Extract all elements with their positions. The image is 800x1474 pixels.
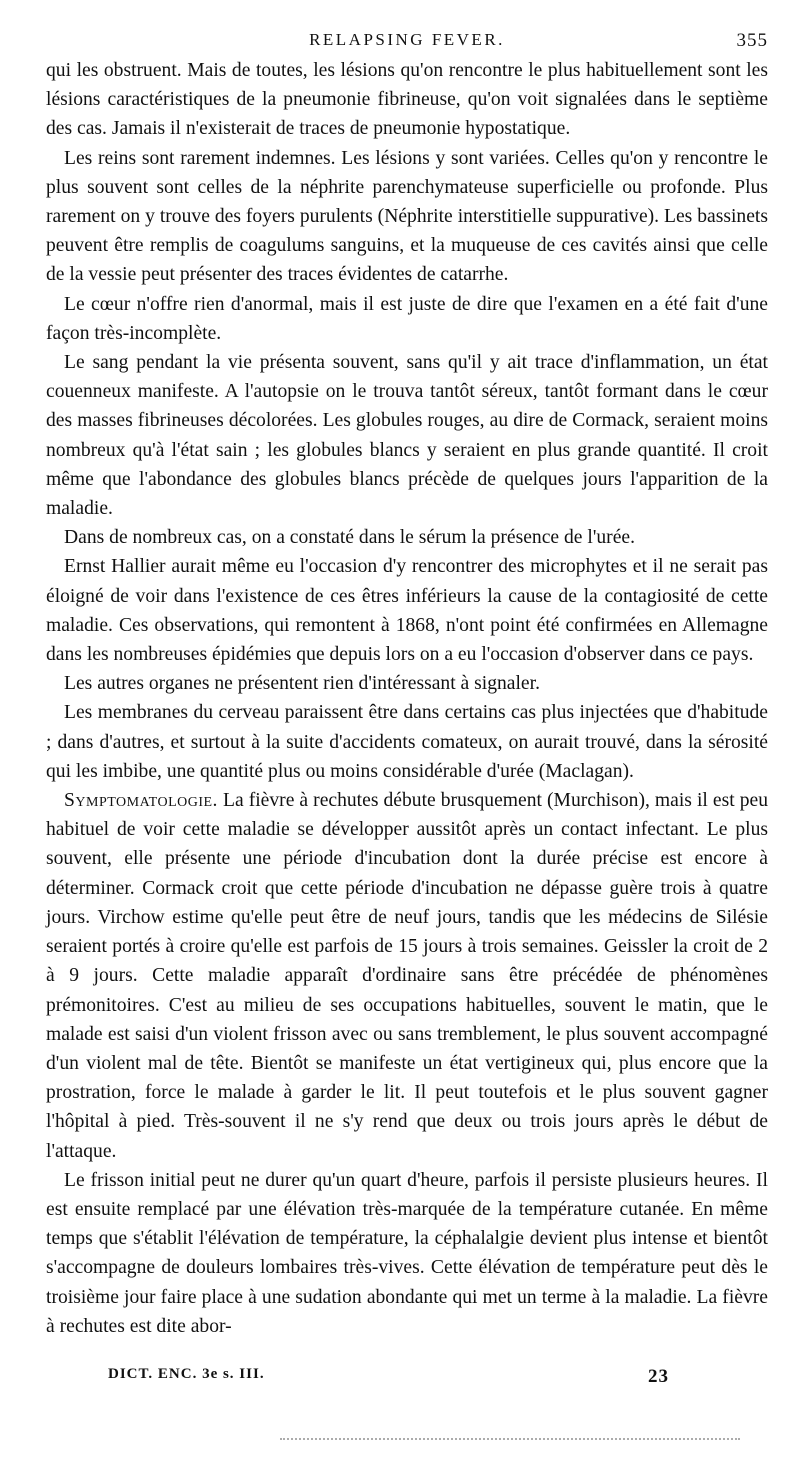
- paragraph-kidneys: Les reins sont rarement indemnes. Les lésions y sont variées. Celles qu'on y rencontre le plus souvent sont celles de la néphrite parenchymateuse superficielle ou profonde. Plus rarement on y trouve des foyers purulents (Néphrite interstitielle suppurative). Les bassinets peuvent être remplis de coagulums sanguins, et la muqueuse de ces cavités ainsi que celle de la vessie peut présenter des traces évidentes de catarrhe.: [46, 147, 768, 286]
- symptomatology-text: La fièvre à rechutes débute brusquement (Murchison), mais il est peu habituel de voir cette maladie se développer aussitôt après un contact infectant. Le plus souvent, elle présente une période d'incubation dont la durée précise est encore à déterminer. Cormack croit que cette période d'incubation ne dépasse guère trois à quatre jours. Virchow estime qu'elle peut être de neuf jours, tandis que les médecins de Silésie seraient portés à croire qu'elle est parfois de 15 jours à trois semaines. Geissler la croit de 2 à 9 jours. Cette maladie apparaît d'ordinaire sans être précédée de phénomènes prémonitoires. C'est au milieu de ses occupations habituelles, souvent le matin, que le malade est saisi d'un violent frisson avec ou sans tremblement, le plus souvent accompagné d'un violent mal de tête. Bientôt se manifeste un état vertigineux qui, plus encore que la prostration, force le malade à garder le lit. Il peut toutefois et le plus souvent gagner l'hôpital à pied. Très-souvent il ne s'y rend que deux ou trois jours après le début de l'attaque.: [46, 790, 768, 1162]
- page-number: 355: [736, 30, 768, 51]
- paragraph-initial-chill: Le frisson initial peut ne durer qu'un quart d'heure, parfois il persiste plusieurs heures. Il est ensuite remplacé par une élévation très-marquée de la température cutanée. En même temps que s'établit l'élévation de température, la céphalalgie devient plus intense et bientôt s'accompagne de douleurs lombaires très-vives. Cette élévation de température peut dès le troisième jour faire place à une sudation abondante qui met un terme à la maladie. La fièvre à rechutes est dite abor-: [46, 1169, 768, 1337]
- paragraph-continuation: qui les obstruent. Mais de toutes, les lésions qu'on rencontre le plus habituellement sont les lésions caractéristiques de la pneumonie fibrineuse, qu'on voit signalées dans le septième des cas. Jamais il n'existerait de traces de pneumonie hypostatique.: [46, 60, 768, 140]
- sheet-number: 23: [648, 1366, 669, 1387]
- paragraph-hallier: Ernst Hallier aurait même eu l'occasion d'y rencontrer des microphytes et il ne serait pas éloigné de voir dans l'existence de ces êtres inférieurs la cause de la contagiosité de cette maladie. Ces observations, qui remontent à 1868, n'ont point été confirmées en Allemagne dans les nombreuses épidémies que depuis lors on a eu l'occasion d'observer dans ce pays.: [46, 556, 768, 666]
- bleed-through-line: [280, 1438, 740, 1440]
- body-text: [46, 56, 768, 1341]
- page-footer: [108, 1366, 708, 1390]
- section-heading-symptomatologie: Symptomatologie.: [64, 790, 218, 812]
- paragraph-other-organs: Les autres organes ne présentent rien d'intéressant à signaler.: [64, 673, 540, 695]
- printer-signature: DICT. ENC. 3e s. III.: [108, 1366, 265, 1382]
- paragraph-urea-serum: Dans de nombreux cas, on a constaté dans le sérum la présence de l'urée.: [64, 527, 635, 549]
- running-title: RELAPSING FEVER.: [309, 30, 505, 49]
- paragraph-blood: Le sang pendant la vie présenta souvent, sans qu'il y ait trace d'inflammation, un état couenneux manifeste. A l'autopsie on le trouva tantôt séreux, tantôt formant dans le cœur des masses fibrineuses décolorées. Les globules rouges, au dire de Cormack, seraient moins nombreux qu'à l'état sain ; les globules blancs y seraient en plus grande quantité. Il croit même que l'abondance des globules blancs précède de quelques jours l'apparition de la maladie.: [46, 352, 768, 520]
- paragraph-brain-membranes: Les membranes du cerveau paraissent être dans certains cas plus injectées que d'habitude ; dans d'autres, et surtout à la suite d'accidents comateux, on aurait trouvé, dans la sérosité qui les imbibe, une quantité plus ou moins considérable d'urée (Maclagan).: [46, 702, 768, 782]
- paragraph-symptomatology: [46, 786, 768, 1166]
- paragraph-heart: Le cœur n'offre rien d'anormal, mais il est juste de dire que l'examen en a été fait d'une façon très-incomplète.: [46, 293, 768, 344]
- page-header: [46, 30, 768, 54]
